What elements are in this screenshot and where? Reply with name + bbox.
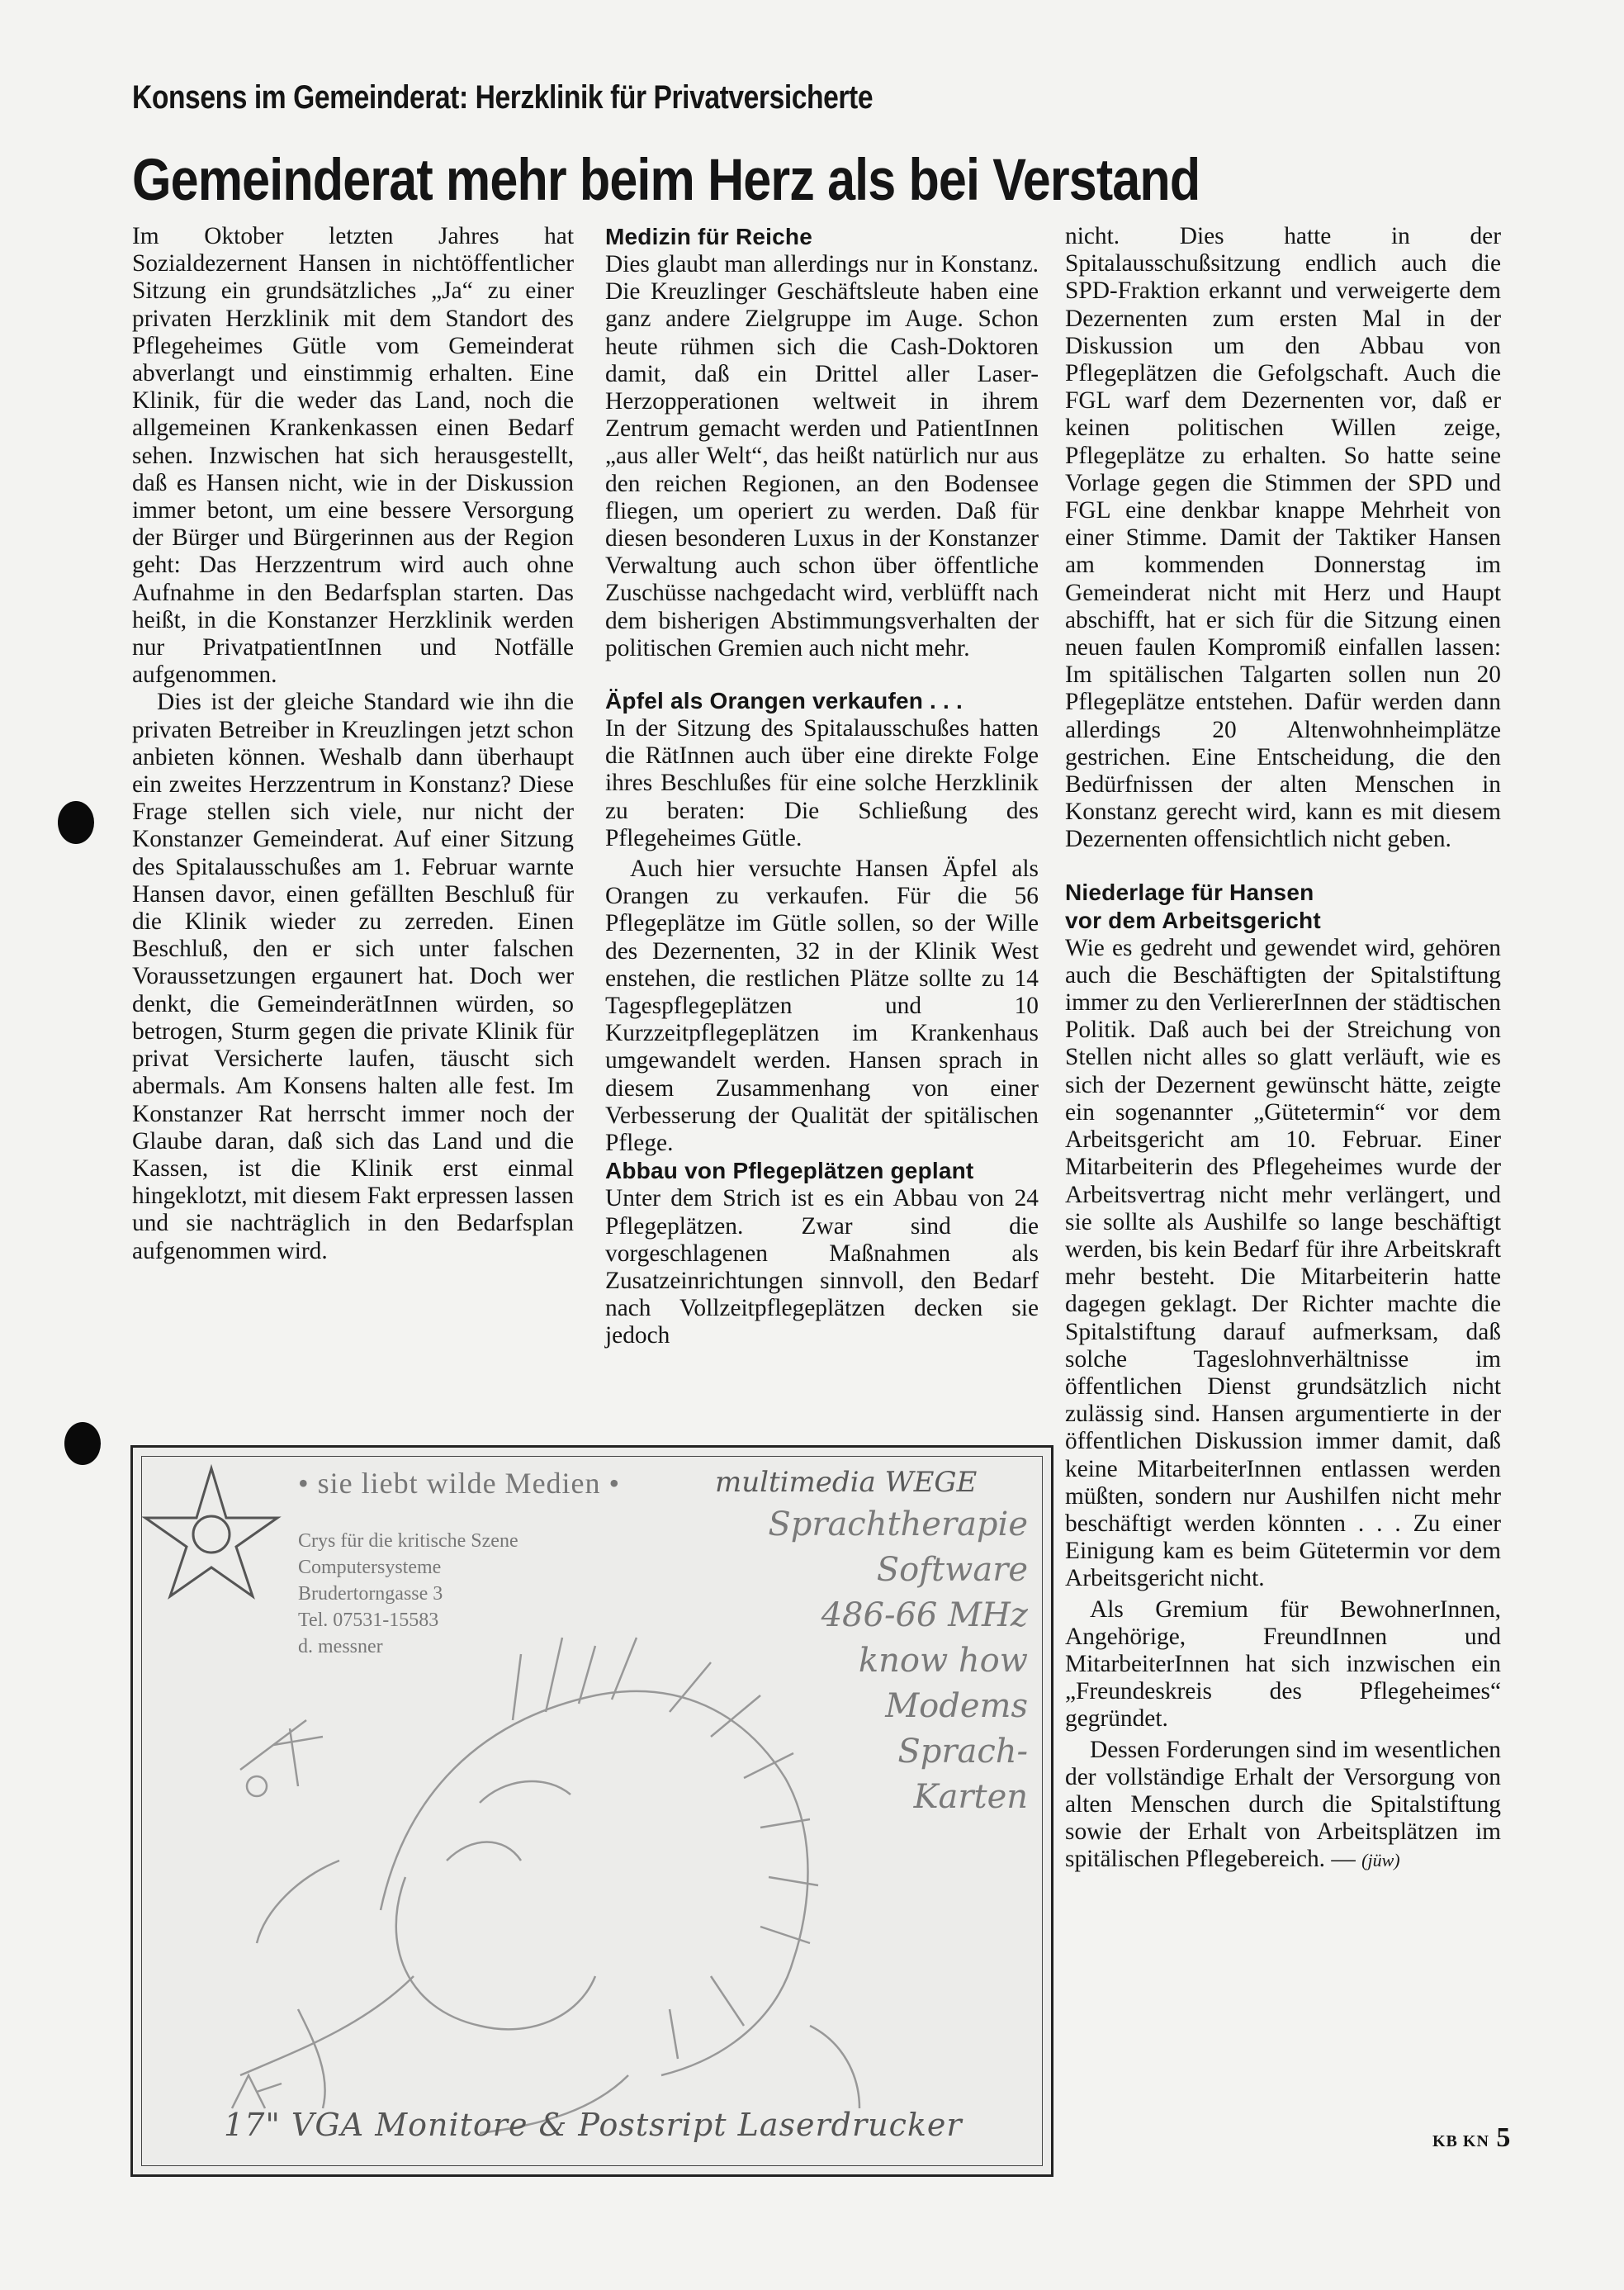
paragraph-text: Dessen Forderungen sind im wesentlichen der vollständige Erhalt der Versorgung von alten Menschen durch die Spitalstiftung sowie der Erhalt von Arbeitsplätzen im spitälischen Pflegebereich. — xyxy=(1065,1736,1501,1873)
subheading: Abbau von Pflegeplätzen geplant xyxy=(605,1158,974,1184)
advertisement xyxy=(130,1445,1053,2177)
paragraph: Unter dem Strich ist es ein Abbau von 24 Pflegeplätzen. Zwar sind die vorgeschlagenen Maßnahmen als Zusatzeinrichtungen sinnvoll, den Bedarf nach Vollzeitpflegeplätzen decken sie jedoch xyxy=(605,1185,1039,1349)
paragraph xyxy=(1065,1737,1501,1875)
ad-address-line: Brudertorngasse 3 xyxy=(298,1583,443,1605)
ad-feature: Sprachtherapie xyxy=(768,1505,1028,1543)
paragraph: Wie es gedreht und gewendet wird, gehören auch die Beschäftigten der Spitalstiftung immer zu den VerliererInnen der städtischen Politik. Daß auch bei der Streichung von Stellen nicht alles so glatt verläuft, wie es sich der Dezernent gewünscht hätte, zeigte ein sogenannter „Gütetermin“ vor dem Arbeitsgericht am 10. Februar. Einer Mitarbeiterin des Pflegeheimes wurde der Arbeitsvertrag nicht mehr verlängert, und sie sollte als Aushilfe so lange beschäftigt werden, bis kein Bedarf für ihre Arbeitskraft mehr besteht. Die Mitarbeiterin hatte dagegen geklagt. Der Richter machte die Spitalstiftung darauf aufmerksam, daß solche Tageslohnverhältnisse im öffentlichen Dienst grundsätzlich nicht zulässig sind. Hansen argumentierte in der öffentlichen Diskussion immer damit, daß keine MitarbeiterInnen entlassen werden müßten, sondern nur Aushilfen nicht mehr beschäftigt werden könnten . . . Zu einer Einigung kam es beim Gütetermin vor dem Arbeitsgericht nicht. xyxy=(1065,934,1501,1592)
page-label: KB KN xyxy=(1432,2132,1489,2150)
column-1 xyxy=(132,223,574,1265)
page-number: 5 xyxy=(1496,2122,1511,2153)
ad-address-line: Crys für die kritische Szene xyxy=(298,1530,518,1552)
ad-feature: Sprach- xyxy=(897,1733,1028,1771)
ad-brand: multimedia WEGE xyxy=(715,1466,978,1499)
ad-address-line: d. messner xyxy=(298,1636,383,1657)
ad-tagline: • sie liebt wilde Medien • xyxy=(298,1467,621,1500)
ad-feature: Modems xyxy=(885,1687,1028,1725)
ad-feature: Karten xyxy=(913,1778,1028,1816)
paragraph: Dies glaubt man allerdings nur in Konstanz. Die Kreuzlinger Geschäftsleute haben eine ganz andere Zielgruppe im Auge. Schon heute rühmen sich die Cash-Doktoren damit, daß ein Drittel aller Laser-Herzopperationen weltweit in ihrem Zentrum gemacht werden und PatientInnen „aus aller Welt“, das heißt natürlich nur aus den reichen Regionen, an den Bodensee fliegen, um operiert zu werden. Daß für diesen besonderen Luxus in der Konstanzer Verwaltung auch schon über öffentliche Zuschüsse nachgedacht wird, verblüfft nach dem bisherigen Abstimmungsverhalten der politischen Gremien auch nicht mehr. xyxy=(605,251,1039,661)
paragraph: Im Oktober letzten Jahres hat Sozialdezernent Hansen in nichtöffentlicher Sitzung ein grundsätzliches „Ja“ zu einer privaten Herzklinik mit dem Standort des Pflegeheimes Gütle vom Gemeinderat abverlangt und einstimmig erhalten. Eine Klinik, für die weder das Land, noch die allgemeinen Krankenkassen einen Bedarf sehen. Inzwischen hat sich herausgestellt, daß es Hansen nicht, wie in der Diskussion immer betont, um eine bessere Versorgung der Bürger und Bürgerinnen aus der Region geht: Das Herzzentrum wird auch ohne Aufnahme in den Bedarfsplan starten. Das heißt, in die Konstanzer Herzklinik werden nur PrivatpatientInnen und Notfälle aufgenommen. xyxy=(132,223,574,689)
ad-feature: 486-66 MHz xyxy=(821,1596,1028,1634)
subheading: Medizin für Reiche xyxy=(605,224,812,249)
punch-hole xyxy=(58,801,94,844)
paragraph: Dies ist der gleiche Standard wie ihn die privaten Betreiber in Kreuzlingen jetzt schon anbieten können. Weshalb dann überhaupt ein zweites Herzzentrum in Konstanz? Diese Frage stellen sich viele, nur nicht der Konstanzer Gemeinderat. Auf einer Sitzung des Spitalausschußes am 1. Februar warnte Hansen davor, einen gefällten Beschluß für die Klinik wieder zu zerreden. Einen Beschluß, den er sich unter falschen Voraussetzungen ergaunert hat. Doch wer denkt, die GemeinderätInnen würden, so betrogen, Sturm gegen die private Klinik für privat Versicherte laufen, täuscht sich abermals. Am Konsens halten alle fest. Im Konstanzer Rat herrscht immer noch der Glaube daran, daß sich das Land und die Kassen, ist die Klinik erst einmal hingeklotzt, mit diesem Fakt erpressen lassen und sie nachträglich in den Bedarfsplan aufgenommen wird. xyxy=(132,689,574,1264)
star-icon xyxy=(145,1468,277,1596)
paragraph: Als Gremium für BewohnerInnen, Angehörige, FreundInnen und MitarbeiterInnen hat sich inzwischen ein „Freundeskreis des Pflegeheimes“ gegründet. xyxy=(1065,1595,1501,1733)
subheading: Äpfel als Orangen verkaufen . . . xyxy=(605,688,963,714)
ad-feature: know how xyxy=(858,1642,1028,1680)
column-3 xyxy=(1065,223,1501,1875)
ad-feature: Software xyxy=(876,1551,1028,1589)
paragraph: Auch hier versuchte Hansen Äpfel als Orangen zu verkaufen. Für die 56 Pflegeplätze im Gütle sollen, so der Wille des Dezernenten, 32 in der Klinik West enstehen, die restlichen Plätze sollte zu 14 Tagespflegeplätzen und 10 Kurzzeitpflegeplätzen im Krankenhaus umgewandelt werden. Hansen sprach in diesem Zusammenhang von einer Verbesserung der Qualität der spitälischen Pflege. xyxy=(605,856,1039,1157)
column-2 xyxy=(605,223,1039,1350)
ad-address-line: Tel. 07531-15583 xyxy=(298,1610,439,1631)
kicker: Konsens im Gemeinderat: Herzklinik für Privatversicherte xyxy=(132,79,874,116)
ad-bottom-line: 17" VGA Monitore & Postsript Laserdrucker xyxy=(224,2107,963,2143)
punch-hole xyxy=(64,1422,101,1465)
headline: Gemeinderat mehr beim Herz als bei Verstand xyxy=(132,148,1200,213)
paragraph: In der Sitzung des Spitalausschußes hatten die RätInnen auch über eine direkte Folge ihres Beschlußes für eine solche Herzklinik zu beraten: Die Schließung des Pflegeheimes Gütle. xyxy=(605,715,1039,851)
subheading: vor dem Arbeitsgericht xyxy=(1065,907,1321,933)
paragraph: nicht. Dies hatte in der Spitalausschußsitzung endlich auch die SPD-Fraktion erkannt und verweigerte dem Dezernenten zum ersten Mal in der Diskussion um den Abbau von Pflegeplätzen die Gefolgschaft. Auch die FGL warf dem Dezernenten vor, daß er keinen politischen Willen zeige, Pflegeplätze zu erhalten. So hatte seine Vorlage gegen die Stimmen der SPD und FGL eine denkbar knappe Mehrheit von einer Stimme. Damit der Taktiker Hansen am kommenden Donnerstag im Gemeinderat nicht mit Herz und Haupt abschifft, hat er sich für die Sitzung einen neuen faulen Kompromiß einfallen lassen: Im spitälischen Talgarten sollen nun 20 Pflegeplätze entstehen. Dafür werden dann allerdings 20 Altenwohnheimplätze gestrichen. Eine Entscheidung, die den Bedürfnissen der alten Menschen in Konstanz gerecht wird, kann es mit diesem Dezernenten offensichtlich nicht geben. xyxy=(1065,223,1501,853)
page-footer xyxy=(1432,2122,1510,2154)
author-signature: (jüw) xyxy=(1361,1850,1400,1871)
subheading: Niederlage für Hansen xyxy=(1065,879,1314,905)
ad-address-line: Computersysteme xyxy=(298,1557,442,1578)
lion-drawing xyxy=(232,1638,859,2133)
